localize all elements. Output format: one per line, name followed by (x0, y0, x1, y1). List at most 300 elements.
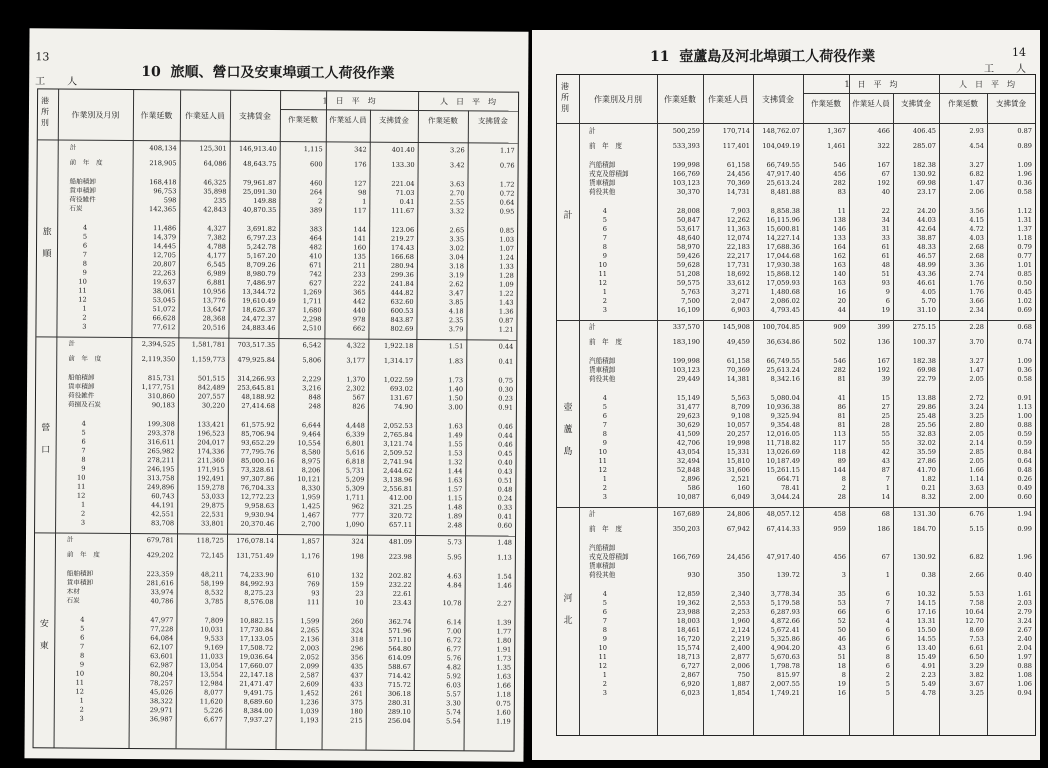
value-cell: 3,177 (346, 356, 366, 365)
value-cell: 337,570 (672, 323, 700, 331)
value-cell: 501,515 (197, 374, 226, 383)
value-cell: 45,026 (149, 688, 173, 697)
value-cell: 14,227.14 (766, 234, 800, 242)
value-cell: 3,216 (302, 384, 322, 393)
value-cell: 133 (833, 234, 846, 242)
value-cell: 38,061 (152, 287, 176, 296)
value-cell: 1.13 (1017, 403, 1032, 411)
value-cell: 657.11 (388, 520, 413, 529)
daily-tonnage-header: 作業延數 (811, 99, 841, 108)
value-cell: 17,059.93 (766, 279, 800, 287)
value-cell: 93,652.29 (241, 438, 275, 447)
value-cell: 610 (307, 571, 320, 580)
month-label: 1 (80, 500, 86, 509)
value-cell: 5,209 (345, 475, 365, 484)
value-cell: 6,542 (302, 341, 322, 350)
value-cell: 15 (881, 394, 890, 402)
value-cell: 1.12 (1017, 207, 1032, 215)
value-cell: 437 (350, 671, 364, 680)
value-cell: 6,677 (203, 715, 223, 724)
row-label: 計 (69, 143, 77, 152)
value-cell: 0.84 (1017, 448, 1032, 456)
value-cell: 183,190 (672, 338, 700, 346)
value-cell: 2,229 (302, 375, 322, 384)
month-label: 9 (602, 439, 607, 447)
value-cell: 4,177 (207, 251, 226, 260)
value-cell: 38.87 (917, 234, 936, 242)
value-cell: 1,959 (301, 493, 321, 502)
value-cell: 10.78 (442, 599, 462, 608)
value-cell: 6,881 (206, 278, 226, 287)
value-cell: 9,169 (204, 643, 224, 652)
value-cell: 12,859 (676, 590, 700, 598)
value-cell: 2,052 (300, 653, 320, 662)
pp-tonnage-header: 作業延數 (948, 99, 978, 108)
month-row (557, 680, 1035, 689)
value-cell: 47,917.40 (766, 170, 800, 178)
value-cell: 3.36 (969, 261, 984, 269)
value-cell: 235 (213, 196, 227, 205)
value-cell: 1,467 (301, 511, 321, 520)
value-cell: 14,379 (152, 233, 177, 242)
region-label: 安 東 (39, 619, 58, 652)
value-cell: 1.82 (921, 475, 936, 483)
value-cell: 25.48 (917, 412, 936, 420)
value-cell: 24,456 (726, 553, 750, 561)
month-label: 1 (602, 475, 607, 483)
value-cell: 55 (881, 430, 890, 438)
value-cell: 32.02 (917, 439, 936, 447)
value-cell: 174,336 (197, 447, 225, 456)
value-cell: 2,007.55 (770, 680, 800, 688)
value-cell: 4,872.66 (770, 617, 800, 625)
value-cell: 2.27 (496, 599, 512, 608)
value-cell: 802.69 (390, 324, 414, 333)
value-cell: 3.27 (969, 357, 984, 365)
value-cell: 1.48 (497, 538, 513, 547)
value-cell: 322 (877, 142, 890, 150)
port-header: 港所別 (40, 96, 50, 128)
value-cell: 2,700 (301, 520, 321, 529)
value-cell: 66,749.55 (766, 357, 800, 365)
value-cell: 50 (837, 626, 846, 634)
value-cell: 5.54 (446, 717, 461, 726)
month-label: 6 (602, 608, 607, 616)
value-cell: 241.84 (390, 279, 414, 288)
value-cell: 33,612 (726, 279, 750, 287)
value-cell: 23 (355, 589, 364, 598)
value-cell: 104,049.19 (762, 142, 800, 150)
value-cell: 16,720 (676, 635, 700, 643)
month-row (36, 322, 516, 334)
value-cell: 42 (881, 448, 890, 456)
month-row (557, 270, 1035, 279)
value-cell: 8 (885, 653, 890, 661)
row-label: 計 (589, 323, 596, 331)
value-cell: 25,091.30 (242, 187, 277, 196)
value-cell: 588.67 (387, 662, 412, 671)
value-cell: 30,370 (676, 188, 700, 196)
port-section (35, 339, 516, 530)
value-cell: 0.49 (1017, 484, 1032, 492)
value-cell: 0.48 (497, 485, 513, 494)
value-cell: 199,998 (672, 357, 700, 365)
month-row (557, 279, 1035, 288)
value-cell: 1.96 (1017, 553, 1032, 561)
value-cell: 186 (877, 525, 890, 533)
month-row (557, 475, 1035, 484)
value-cell: 5,167.20 (246, 251, 276, 260)
value-cell: 25.56 (917, 421, 936, 429)
page-number: 13 (35, 50, 50, 64)
month-row (557, 590, 1035, 599)
value-cell: 100,704.85 (762, 323, 800, 331)
value-cell: 0.33 (497, 503, 513, 512)
value-cell: 429,202 (146, 551, 174, 560)
value-cell: 546 (833, 161, 846, 169)
value-cell: 0.88 (1017, 662, 1032, 670)
value-cell: 3.25 (969, 689, 984, 697)
value-cell: 978 (352, 315, 366, 324)
value-cell: 1,269 (302, 288, 322, 297)
value-cell: 118 (833, 448, 846, 456)
value-cell: 8,580 (301, 448, 321, 457)
value-cell: 48,188.92 (241, 392, 276, 401)
value-cell: 1.80 (496, 636, 512, 645)
value-cell: 299.36 (390, 270, 414, 279)
month-label: 8 (79, 651, 85, 660)
value-cell: 2.66 (969, 571, 984, 579)
value-cell: 48.33 (917, 243, 936, 251)
value-cell: 0.24 (497, 494, 513, 503)
month-label: 4 (602, 207, 607, 215)
value-cell: 5,563 (731, 394, 750, 402)
row-label: 前 年 度 (589, 525, 622, 533)
value-cell: 7,382 (207, 233, 227, 242)
value-cell: 248 (308, 402, 321, 411)
value-cell: 6,644 (301, 421, 321, 430)
value-cell: 132 (351, 571, 364, 580)
value-cell: 146,913.40 (238, 144, 277, 153)
value-cell: 5 (885, 680, 890, 688)
value-cell: 76,704.33 (240, 483, 275, 492)
value-cell: 3.85 (448, 298, 464, 307)
value-cell: 1,711 (302, 297, 322, 306)
value-cell: 5,670.63 (770, 653, 800, 661)
value-cell: 0.23 (498, 394, 514, 403)
value-cell: 103,123 (672, 366, 700, 374)
value-cell: 52 (837, 617, 846, 625)
value-cell: 12,705 (152, 251, 177, 260)
value-cell: 62,107 (150, 643, 174, 652)
daily-average-header: 1 日 平 均 (322, 96, 376, 106)
value-cell: 1.09 (1017, 357, 1032, 365)
value-cell: 6,545 (206, 260, 226, 269)
value-cell: 123.06 (391, 225, 415, 234)
value-cell: 11,363 (726, 225, 750, 233)
value-cell: 2.06 (969, 188, 984, 196)
value-cell: 46.61 (917, 279, 936, 287)
value-cell: 2,099 (300, 662, 320, 671)
table-row (557, 338, 1035, 347)
value-cell: 67 (881, 170, 890, 178)
value-cell: 8,980.79 (246, 269, 276, 278)
value-cell: 383 (309, 225, 323, 234)
value-cell: 5.76 (446, 654, 462, 663)
value-cell: 58,199 (200, 579, 224, 588)
value-cell: 16 (837, 288, 846, 296)
value-cell: 22,183 (726, 243, 750, 251)
value-cell: 163 (833, 261, 846, 269)
value-cell: 20,807 (152, 260, 176, 269)
value-cell: 10,031 (200, 625, 224, 634)
value-cell: 20,370.46 (240, 519, 275, 528)
value-cell: 28 (837, 493, 846, 501)
value-cell: 1.22 (498, 289, 514, 298)
month-row (557, 662, 1035, 671)
value-cell: 1,960 (731, 617, 750, 625)
value-cell: 2.79 (1017, 608, 1032, 616)
value-cell: 962 (351, 502, 365, 511)
port-section (557, 127, 1035, 315)
value-cell: 1.18 (1017, 234, 1032, 242)
value-cell: 321.25 (389, 502, 413, 511)
value-cell: 1.32 (447, 458, 463, 467)
row-label: 貨車積卸 (589, 179, 616, 187)
total-tonnage-header: 作業延數 (664, 95, 696, 104)
value-cell: 4.05 (921, 288, 936, 296)
title-text: 旅順、營口及安東埠頭工人荷役作業 (170, 64, 395, 82)
value-cell: 275.15 (912, 323, 936, 331)
value-cell: 265,982 (147, 447, 175, 456)
value-cell: 4,904.20 (770, 644, 800, 652)
value-cell: 306.18 (387, 689, 411, 698)
month-label: 12 (598, 279, 607, 287)
value-cell: 15,261.15 (766, 466, 800, 474)
value-cell: 80,204 (149, 670, 174, 679)
value-cell: 15,600.81 (766, 225, 800, 233)
value-cell: 118,725 (196, 536, 225, 545)
value-cell: 0.95 (499, 207, 515, 216)
value-cell: 31,606 (726, 466, 750, 474)
region-label: 計 (563, 211, 573, 221)
value-cell: 59,628 (676, 261, 700, 269)
value-cell: 66,628 (152, 314, 176, 323)
value-cell: 222 (353, 279, 366, 288)
row-label: 汽船積卸 (589, 544, 616, 552)
value-cell: 1,749.21 (770, 689, 800, 697)
value-cell: 52,848 (676, 466, 700, 474)
value-cell: 1,236 (299, 698, 319, 707)
value-cell: 148,762.07 (762, 127, 800, 135)
value-cell: 0.59 (1017, 430, 1032, 438)
value-cell: 131,751.49 (236, 551, 274, 560)
month-label: 7 (602, 421, 607, 429)
value-cell: 1.61 (1017, 590, 1032, 598)
value-cell: 176 (353, 160, 367, 169)
month-label: 10 (598, 448, 607, 456)
value-cell: 264 (309, 188, 323, 197)
value-cell: 232.22 (388, 580, 412, 589)
value-cell: 13.31 (917, 617, 936, 625)
value-cell: 13.88 (917, 394, 936, 402)
value-cell: 571.96 (388, 626, 412, 635)
value-cell: 111 (306, 598, 320, 607)
value-cell: 15,574 (676, 644, 700, 652)
row-label: 前 年 度 (68, 354, 102, 363)
pp-wages-header: 支拂賃金 (996, 99, 1026, 108)
right-page (532, 30, 1040, 760)
month-label: 6 (602, 225, 607, 233)
value-cell: 1.18 (496, 690, 511, 699)
month-label: 9 (602, 252, 607, 260)
value-cell: 2,006 (731, 662, 750, 670)
month-label: 6 (82, 241, 88, 250)
value-cell: 10,087 (676, 493, 700, 501)
value-cell: 211 (353, 261, 366, 270)
value-cell: 28 (881, 421, 890, 429)
daily-tonnage-header: 作業延數 (287, 115, 318, 125)
value-cell: 0.79 (1017, 243, 1032, 251)
value-cell: 38,322 (149, 697, 173, 706)
value-cell: 3,778.34 (770, 590, 800, 598)
value-cell: 1.77 (496, 627, 512, 636)
data-table (33, 88, 520, 751)
value-cell: 1.07 (499, 244, 515, 253)
value-cell: 2 (841, 484, 846, 492)
value-cell: 50,847 (676, 216, 700, 224)
value-cell: 3.63 (449, 180, 465, 189)
month-label: 9 (81, 464, 86, 473)
value-cell: 3.32 (449, 207, 465, 216)
month-label: 8 (602, 626, 607, 634)
value-cell: 586 (687, 484, 700, 492)
value-cell: 0.46 (498, 422, 513, 431)
row-label: 木材 (66, 587, 80, 596)
value-cell: 8,532 (204, 588, 224, 597)
value-cell: 1.73 (448, 376, 464, 385)
value-cell: 671 (309, 261, 322, 270)
value-cell: 7,486.97 (246, 278, 276, 287)
month-label: 2 (602, 484, 607, 492)
value-cell: 3 (841, 571, 846, 579)
value-cell: 58,970 (676, 243, 700, 251)
value-cell: 0.36 (1017, 366, 1032, 374)
table-row (557, 323, 1035, 332)
value-cell: 70,369 (726, 179, 750, 187)
value-cell: 1,177,751 (141, 383, 176, 392)
value-cell: 67 (881, 553, 890, 561)
month-label: 3 (80, 518, 86, 527)
month-label: 12 (598, 662, 607, 670)
value-cell: 1,039 (299, 707, 319, 716)
value-cell: 167 (877, 357, 890, 365)
row-label: 計 (66, 535, 74, 544)
value-cell: 7 (885, 475, 890, 483)
row-label: 計 (589, 127, 596, 135)
month-label: 12 (76, 491, 86, 500)
value-cell: 460 (309, 179, 323, 188)
value-cell: 466 (877, 127, 890, 135)
value-cell: 627 (309, 279, 322, 288)
value-cell: 0.44 (498, 342, 514, 351)
value-cell: 4.84 (446, 581, 462, 590)
value-cell: 4,448 (345, 421, 365, 430)
value-cell: 6 (885, 635, 890, 643)
value-cell: 24,883.46 (241, 323, 276, 332)
month-label: 3 (602, 306, 607, 314)
value-cell: 46.57 (917, 252, 936, 260)
month-row (557, 626, 1035, 635)
value-cell: 149.88 (253, 196, 277, 205)
value-cell: 176,078.14 (236, 536, 275, 545)
value-cell: 356 (350, 653, 364, 662)
value-cell: 7.53 (969, 635, 984, 643)
value-cell: 48.99 (917, 261, 936, 269)
value-cell: 2,265 (300, 626, 320, 635)
value-cell: 3.42 (449, 161, 465, 170)
value-cell: 69.98 (917, 366, 936, 374)
month-row (557, 635, 1035, 644)
row-label: 石炭 (66, 596, 80, 605)
header-subrule (803, 93, 1035, 94)
value-cell: 6,797.23 (246, 233, 277, 242)
value-cell: 1.76 (969, 279, 984, 287)
value-cell: 1,193 (299, 716, 319, 725)
value-cell: 456 (833, 553, 846, 561)
value-cell: 0.99 (1017, 525, 1032, 533)
value-cell: 1.76 (969, 288, 984, 296)
value-cell: 146 (833, 225, 846, 233)
value-cell: 256.04 (387, 716, 411, 725)
value-cell: 9,354.48 (770, 421, 800, 429)
value-cell: 22,217 (726, 252, 750, 260)
value-cell: 324 (350, 626, 364, 635)
value-cell: 4,788 (207, 242, 227, 251)
value-cell: 0.40 (497, 458, 513, 467)
value-cell: 2.23 (921, 671, 936, 679)
value-cell: 53,045 (152, 296, 176, 305)
row-label: 前 年 度 (69, 158, 103, 167)
value-cell: 41 (837, 394, 846, 402)
value-cell: 12.70 (965, 617, 984, 625)
value-cell: 3.67 (969, 680, 984, 688)
value-cell: 679,781 (146, 536, 175, 545)
value-cell: 2,444.62 (383, 466, 413, 475)
value-cell: 85,000.16 (240, 456, 275, 465)
value-cell: 3.63 (969, 484, 984, 492)
month-row (557, 457, 1035, 466)
value-cell: 406.45 (912, 127, 936, 135)
value-cell: 81 (837, 375, 846, 383)
value-cell: 81 (837, 421, 846, 429)
value-cell: 0.30 (498, 385, 514, 394)
month-label: 3 (79, 714, 84, 723)
value-cell: 133,421 (197, 420, 225, 429)
value-cell: 22.61 (392, 589, 412, 598)
value-cell: 167 (877, 161, 890, 169)
work-type-header: 作業別及月別 (594, 95, 642, 104)
value-cell: 6,920 (681, 680, 700, 688)
value-cell: 89 (837, 457, 846, 465)
value-cell: 281,616 (146, 579, 174, 588)
value-cell: 0.85 (499, 226, 515, 235)
value-cell: 365 (353, 288, 366, 297)
value-cell: 10.32 (917, 590, 936, 598)
value-cell: 68 (881, 510, 890, 518)
value-cell: 632.60 (390, 297, 414, 306)
month-row (557, 493, 1035, 502)
